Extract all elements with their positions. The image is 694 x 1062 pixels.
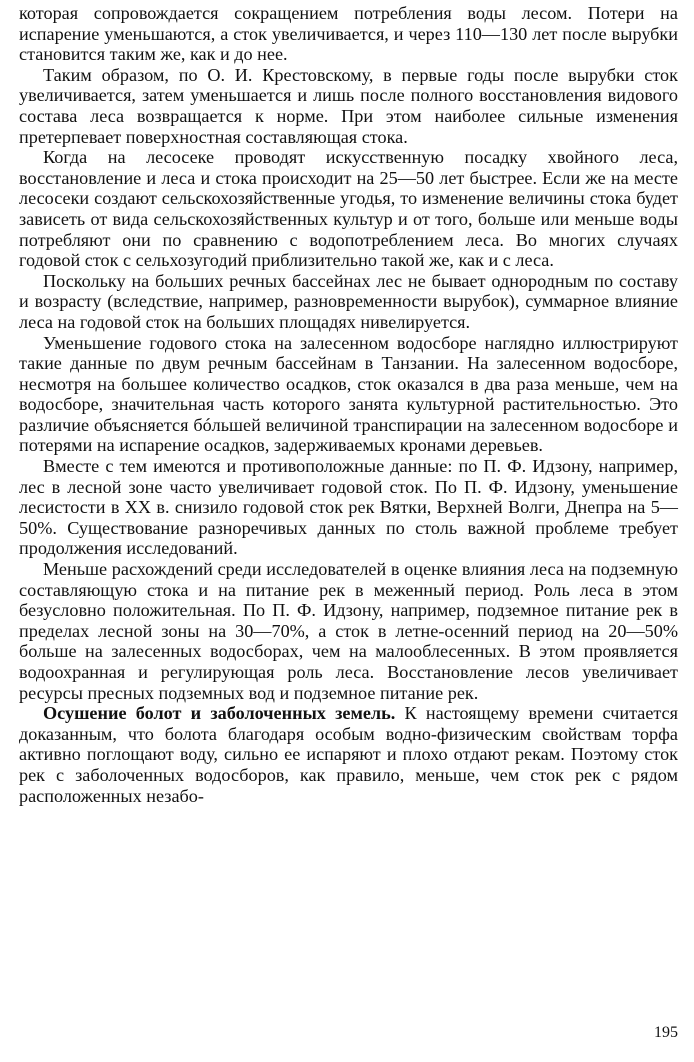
section-heading-inline: Осушение болот и заболоченных земель. (43, 703, 396, 724)
paragraph-7 (19, 559, 678, 703)
paragraph-3-text: Когда на лесосеке проводят искусственную посадку хвойного леса, восстановление и леса и стока происходит на 25—50 лет быстрее. Если же на месте лесосеки создают сельскохозяйственные угодья, то изменение величины стока будет зависеть от вида сельскохозяйственных культур и от того, больше или меньше воды потребляют они по сравнению с водопотреблением леса. Во многих случаях годовой сток с сельхозугодий приблизительно такой же, как и с леса. (19, 147, 678, 271)
paragraph-2-text: Таким образом, по О. И. Крестовскому, в первые годы после вырубки сток увеличивается, затем уменьшается и лишь после полного восстановления видового состава леса возвращается к норме. При этом наиболее сильные изменения претерпевает поверхностная составляющая стока. (19, 64, 678, 147)
paragraph-1-text: которая сопровождается сокращением потребления воды лесом. Потери на испарение уменьшаются, а сток увеличивается, и через 110—130 лет после вырубки становится таким же, как и до нее. (19, 3, 678, 65)
paragraph-8-text: К настоящему времени считается доказанным, что болота благодаря особым водно-физическим свойствам торфа активно поглощают воду, сильно ее испаряют и плохо отдают рекам. Поэтому сток рек с заболоченных водосборов, как правило, меньше, чем сток рек с рядом расположенных незабо- (19, 703, 678, 806)
paragraph-8 (19, 703, 678, 806)
page-number: 195 (654, 1024, 678, 1041)
paragraph-2 (19, 65, 678, 147)
paragraph-3 (19, 147, 678, 271)
paragraph-4-text: Поскольку на больших речных бассейнах лес не бывает однородным по составу и возрасту (вследствие, например, разновременности вырубок), суммарное влияние леса на годовой сток на больших площадях нивелируется. (19, 270, 678, 332)
paragraph-5-text: Уменьшение годового стока на залесенном водосборе наглядно иллюстрируют такие данные по двум речным бассейнам в Танзании. На залесенном водосборе, несмотря на большее количество осадков, сток оказался в два раза меньше, чем на водосборе, значительная часть которого занята культурной растительностью. Это различие объясняется бóльшей величиной транспирации на залесенном водосборе и потерями на испарение осадков, задерживаемых кронами деревьев. (19, 332, 678, 456)
paragraph-7-text: Меньше расхождений среди исследователей в оценке влияния леса на подземную составляющую стока и на питание рек в меженный период. Роль леса в этом безусловно положительная. По П. Ф. Идзону, например, подземное питание рек в пределах лесной зоны на 30—70%, а сток в летне-осенний период на 20—50% больше на залесенных водосборах, чем на малооблесенных. В этом проявляется водоохранная и регулирующая роль леса. Восстановление лесов увеличивает ресурсы пресных подземных вод и подземное питание рек. (19, 559, 678, 703)
paragraph-6 (19, 456, 678, 559)
paragraph-6-text: Вместе с тем имеются и противоположные данные: по П. Ф. Идзону, например, лес в лесной зоне часто увеличивает годовой сток. По П. Ф. Идзону, уменьшение лесистости в XX в. снизило годовой сток рек Вятки, Верхней Волги, Днепра на 5—50%. Существование разноречивых данных по столь важной проблеме требует продолжения исследований. (19, 456, 678, 559)
paragraph-1 (19, 3, 678, 65)
paragraph-4 (19, 271, 678, 333)
body-text (19, 3, 678, 806)
paragraph-5 (19, 333, 678, 457)
